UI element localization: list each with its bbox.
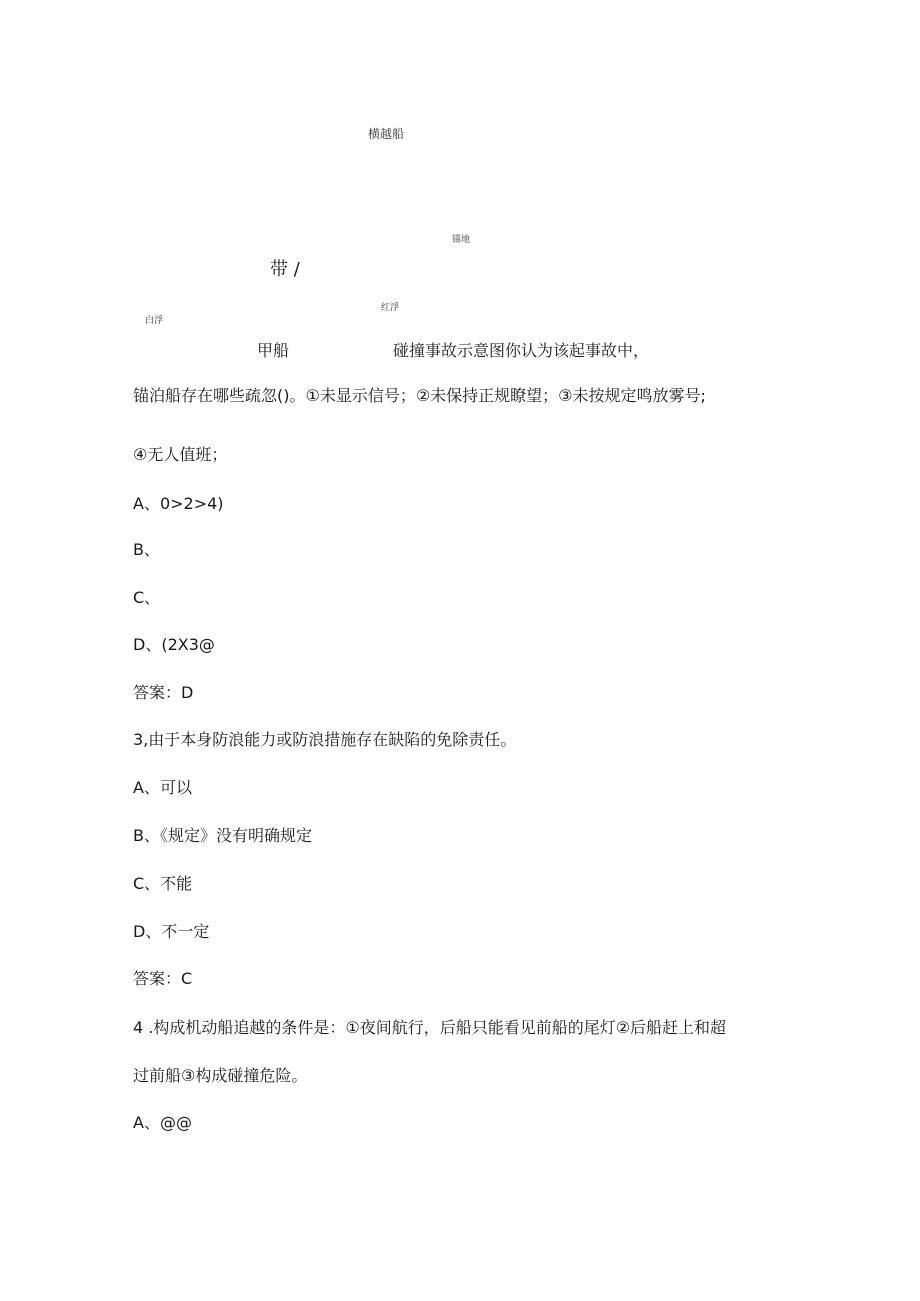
question-text: 锚泊船存在哪些疏忽()。①未显示信号；②未保持正规瞭望；③未按规定鸣放雾号; <box>133 386 706 405</box>
diagram-label-anchorage: 锚地 <box>452 235 471 245</box>
option-d: D、(2X3@ <box>133 635 215 654</box>
option-a: A、可以 <box>133 778 192 797</box>
option-b: B、《规定》没有明确规定 <box>133 826 312 845</box>
diagram-label-crossing-ship: 横越船 <box>368 127 405 141</box>
question-text: 碰撞事故示意图你认为该起事故中， <box>393 341 650 360</box>
question-text: 4 .构成机动船追越的条件是：①夜间航行，后船只能看见前船的尾灯②后船赶上和超 <box>133 1018 727 1037</box>
option-c: C、 <box>133 588 161 607</box>
diagram-label-ship-a: 甲船 <box>257 341 290 360</box>
diagram-label-red-buoy: 红浮 <box>381 303 400 313</box>
question-text: 3,由于本身防浪能力或防浪措施存在缺陷的免除责任。 <box>133 730 517 749</box>
answer: 答案：C <box>133 969 193 988</box>
question-text: 过前船③构成碰撞危险。 <box>133 1066 308 1085</box>
option-a: A、@@ <box>133 1113 192 1132</box>
option-a: A、0>2>4) <box>133 494 224 513</box>
question-text: ④无人值班； <box>133 445 228 464</box>
diagram-label-band: 带 / <box>270 259 300 280</box>
option-c: C、不能 <box>133 874 193 893</box>
diagram-label-white-buoy: 白浮 <box>145 316 164 326</box>
option-d: D、不一定 <box>133 922 210 941</box>
option-b: B、 <box>133 540 160 559</box>
answer: 答案：D <box>133 683 194 702</box>
